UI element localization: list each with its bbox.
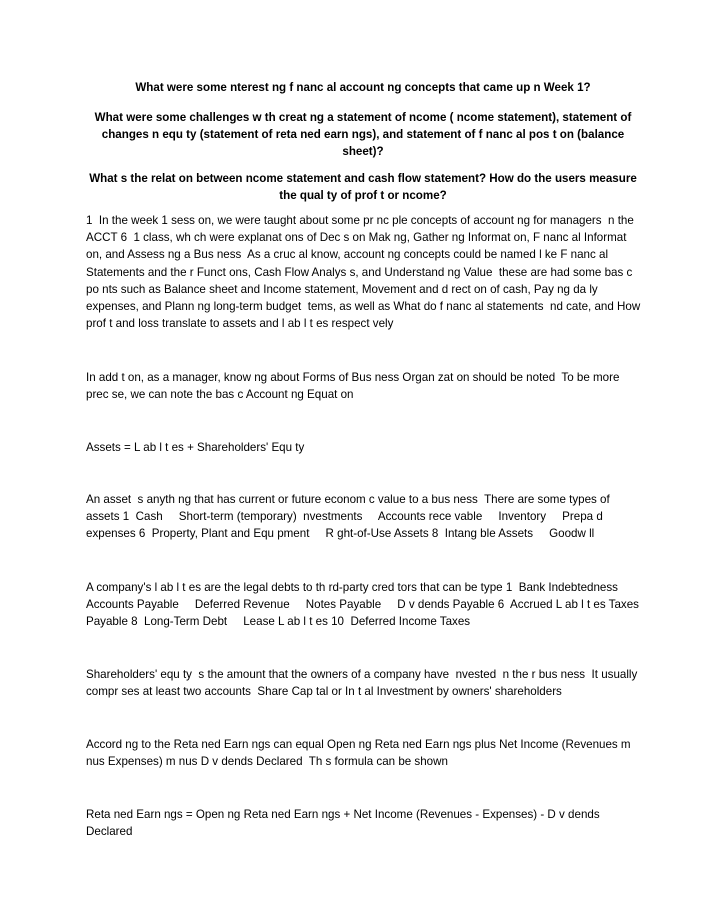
paragraph-assets: An asset s anyth ng that has current or future econom c value to a bus ness There are some types of assets 1 Cash Short-term (temporary) nvestments Accounts rece vable Inventory Prepa d expenses 6 Property, Plant and Equ pment R ght-of-Use Assets 8 Intang ble Assets Goodw ll	[86, 493, 613, 541]
question-1: What were some nterest ng f nanc al account ng concepts that came up n Week 1?	[135, 81, 591, 94]
question-2: What were some challenges w th creat ng a statement of ncome ( ncome statement), statement of changes n equ ty (statement of reta ned earn ngs), and statement of f nanc al pos t on (balance sheet)?	[94, 111, 632, 158]
retained-earnings-formula: Reta ned Earn ngs = Open ng Reta ned Earn ngs + Net Income (Revenues - Expenses) - D v dends Declared	[86, 808, 603, 839]
paragraph-liabilities: A company's l ab l t es are the legal debts to th rd-party cred tors that can be type 1 Bank Indebtedness Accounts Payable Deferred Revenue Notes Payable D v dends Payable 6 Accrued L ab l t es Taxes Payable 8 Long-Term Debt Lease L ab l t es 10 Deferred Income Taxes	[86, 581, 643, 629]
accounting-equation: Assets = L ab l t es + Shareholders' Equ ty	[86, 441, 305, 454]
paragraph-business-organization: In add t on, as a manager, know ng about Forms of Bus ness Organ zat on should be noted To be more prec se, we can note the bas c Account ng Equat on	[86, 371, 623, 402]
paragraph-week1-concepts: 1 In the week 1 sess on, we were taught about some pr nc ple concepts of account ng for managers n the ACCT 6 1 class, wh ch were explanat ons of Dec s on Mak ng, Gather ng Informat on, F nanc al Informat on, and Assess ng a Bus ness As a cruc al know, account ng concepts could be named l ke F nanc al Statements and the r Funct ons, Cash Flow Analys s, and Understand ng Value these are had some bas c po nts such as Balance sheet and Income statement, Movement and d rect on of cash, Pay ng da ly expenses, and Plann ng long-term budget tems, as well as What do f nanc al statements nd cate, and How prof t and loss translate to assets and l ab l t es respect vely	[86, 214, 644, 331]
question-3: What s the relat on between ncome statement and cash flow statement? How do the users measure the qual ty of prof t or ncome?	[89, 172, 637, 202]
paragraph-shareholders-equity: Shareholders' equ ty s the amount that the owners of a company have nvested n the r bus ness It usually compr ses at least two accounts Share Cap tal or In t al Investment by owners' shareholders	[86, 668, 641, 699]
paragraph-retained-earnings: Accord ng to the Reta ned Earn ngs can equal Open ng Reta ned Earn ngs plus Net Income (Revenues m nus Expenses) m nus D v dends Declared Th s formula can be shown	[86, 738, 634, 769]
